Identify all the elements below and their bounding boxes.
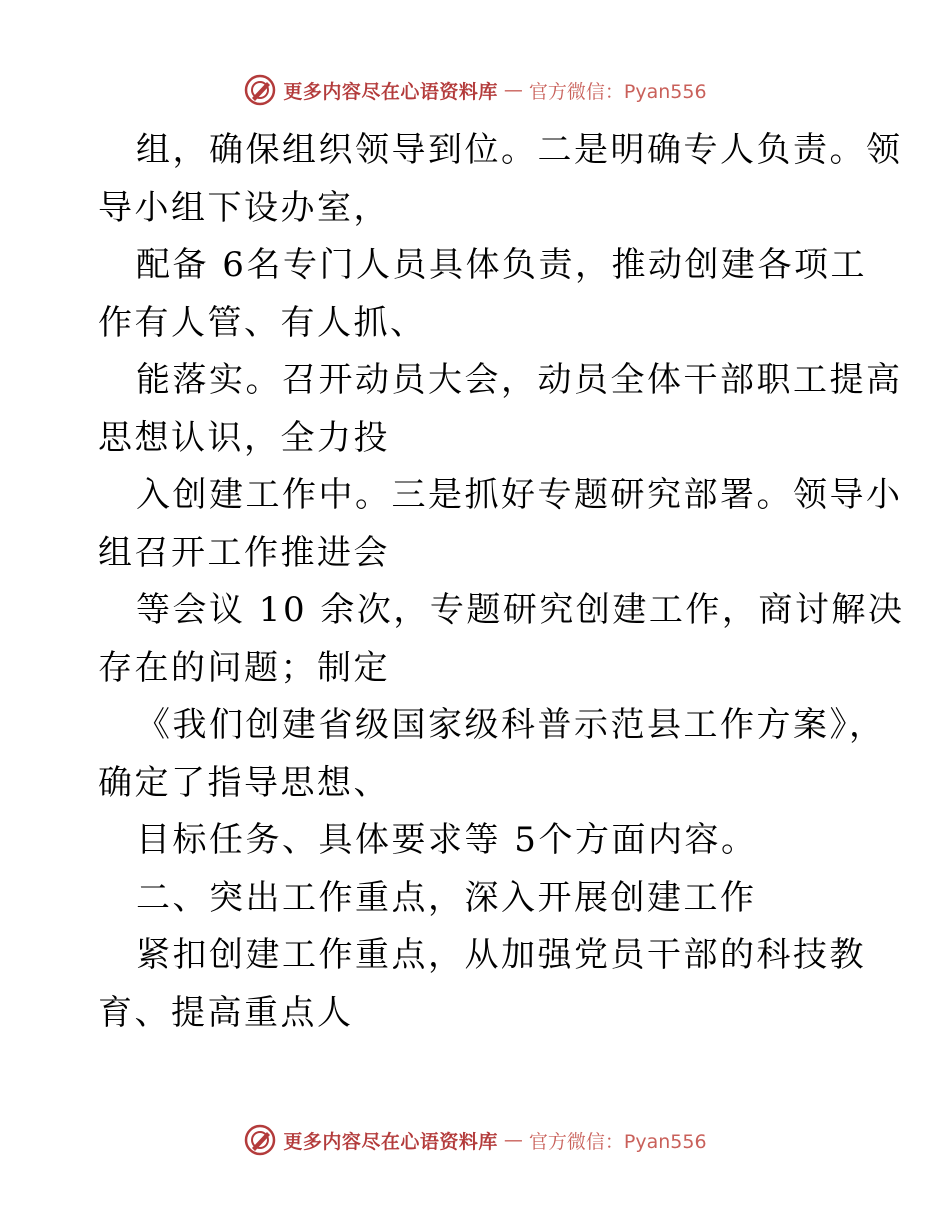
text-line: 紧扣创建工作重点，从加强党员干部的科技教	[136, 935, 866, 975]
text-line: 导小组下设办室，	[98, 187, 390, 228]
text-line: 思想认识，全力投	[98, 417, 390, 458]
section-heading: 二、突出工作重点，深入开展创建工作	[136, 877, 757, 918]
text-line: 存在的问题；制定	[98, 647, 390, 688]
watermark-text: 更多内容尽在心语资料库	[283, 80, 498, 103]
text-line: 《我们创建省级国家级科普示范县工作方案》，	[136, 705, 886, 745]
text-line: 组召开工作推进会	[98, 532, 390, 573]
document-body	[98, 122, 905, 1042]
text-line: 组，确保组织领导到位。二是明确专人负责。领	[136, 130, 903, 170]
logo-icon	[243, 1123, 277, 1157]
text-line: 入创建工作中。三是抓好专题研究部署。领导小	[136, 475, 903, 515]
watermark-wechat: 官方微信：Pyan556	[528, 80, 707, 103]
watermark-dash: —	[503, 79, 523, 101]
watermark-wechat: 官方微信：Pyan556	[528, 1130, 707, 1153]
text-line: 等会议 10 余次，专题研究创建工作，商讨解决	[136, 590, 905, 630]
watermark-dash: —	[503, 1129, 523, 1151]
logo-icon	[243, 73, 277, 107]
text-line: 能落实。召开动员大会，动员全体干部职工提高	[136, 360, 903, 400]
footer-watermark	[0, 1122, 950, 1158]
text-line: 确定了指导思想、	[98, 762, 390, 803]
header-watermark	[0, 72, 950, 108]
text-line: 目标任务、具体要求等 5个方面内容。	[136, 820, 758, 860]
text-line: 配备 6名专门人员具体负责，推动创建各项工	[136, 245, 867, 285]
text-line: 作有人管、有人抓、	[98, 302, 427, 343]
text-line: 育、提高重点人	[98, 992, 354, 1033]
watermark-text: 更多内容尽在心语资料库	[283, 1130, 498, 1153]
